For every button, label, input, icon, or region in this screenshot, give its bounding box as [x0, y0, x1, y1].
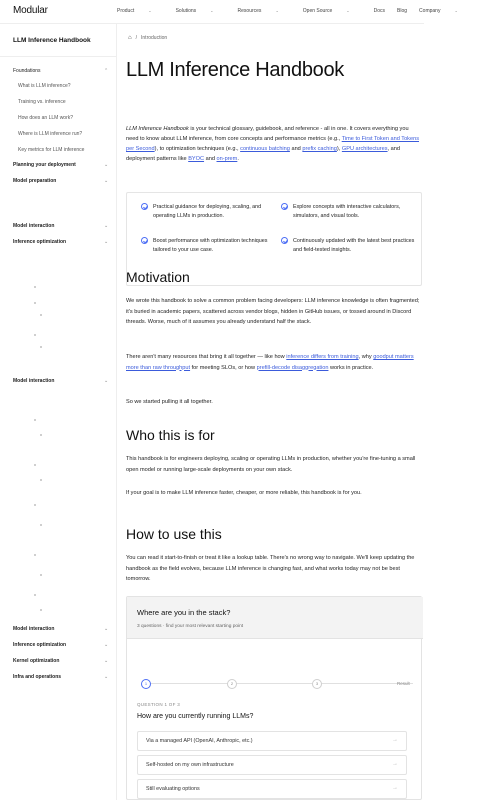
intro-paragraph: LLM Inference Handbook is your technical glossary, guidebook, and reference - all in one. It covers everything you need to know about LLM inference, from core concepts and performance metrics (e.g., Time to First Token and Tokens per Second), to optimization techniques (e.g., continuous batching and prefix caching), GPU architectures, and deployment patterns like BYOC and on-prem. — [126, 126, 419, 162]
option-label: Self-hosted on my own infrastructure — [146, 762, 234, 768]
sidebar-section-planning[interactable]: Planning your deployment — [13, 162, 76, 168]
question-text: How are you currently running LLMs? — [137, 713, 254, 720]
sidebar-title[interactable]: LLM Inference Handbook — [13, 37, 91, 44]
chevron-down-icon[interactable]: ⌄ — [104, 642, 109, 648]
link-on-prem[interactable]: on-prem — [216, 156, 238, 162]
nav-open-source[interactable]: Open Source ⌄ — [302, 8, 350, 14]
nav-blog[interactable]: Blog — [397, 8, 408, 14]
sidebar-section-infra-operations[interactable]: Infra and operations — [13, 674, 62, 680]
sidebar-section-foundations[interactable]: Foundations — [13, 68, 41, 74]
link-pd-disaggregation[interactable]: prefill-decode disaggregation — [256, 364, 329, 371]
section-heading-howto: How to use this — [126, 526, 222, 542]
link-goodput[interactable]: goodput matters more than raw throughput — [126, 354, 414, 371]
chevron-down-icon[interactable]: ⌄ — [104, 223, 109, 229]
motivation-paragraph-3: So we started pulling it all together. — [126, 399, 213, 405]
logo[interactable]: Modular — [13, 5, 48, 16]
link-byoc[interactable]: BYOC — [188, 156, 205, 162]
sidebar-item-what-is-llm-inference[interactable]: What is LLM inference? — [18, 83, 71, 89]
quiz-option-evaluating[interactable] — [137, 779, 407, 799]
sidebar-section-inference-optimization-2[interactable]: Inference optimization — [13, 642, 67, 648]
sidebar-section-model-interaction-2[interactable]: Model interaction — [13, 378, 55, 384]
divider — [0, 56, 117, 57]
chevron-down-icon[interactable]: ⌄ — [104, 378, 109, 384]
quiz-subtitle: 3 questions · find your most relevant starting point — [137, 624, 244, 629]
feature-item: Continuously updated with the latest best practices and field-tested insights. — [293, 237, 421, 254]
link-continuous-batching[interactable]: continuous batching — [240, 146, 290, 152]
chevron-down-icon[interactable]: ⌄ — [104, 239, 109, 245]
quiz-progress-line — [143, 683, 413, 684]
chevron-down-icon: ⌄ — [275, 8, 279, 13]
arrow-right-icon: → — [392, 737, 398, 743]
link-prefix-caching[interactable]: prefix caching — [302, 146, 337, 152]
top-nav — [0, 0, 458, 24]
sidebar-item-where-inference-run[interactable]: Where is LLM inference run? — [18, 131, 83, 137]
breadcrumb — [128, 35, 167, 41]
quiz-option-managed-api[interactable] — [137, 731, 407, 751]
option-label: Via a managed API (OpenAI, Anthropic, etc.) — [146, 738, 253, 744]
nav-docs[interactable]: Docs — [373, 8, 386, 14]
feature-item: Boost performance with optimization techniques tailored to your use case. — [153, 237, 281, 254]
chevron-down-icon: ⌄ — [148, 8, 152, 13]
main-content — [117, 24, 424, 800]
quiz-option-self-hosted[interactable] — [137, 755, 407, 775]
page-title: LLM Inference Handbook — [126, 59, 344, 81]
sidebar-item-training-vs-inference[interactable]: Training vs. inference — [18, 99, 66, 105]
who-paragraph-2: If your goal is to make LLM inference faster, cheaper, or more reliable, this handbook is for you. — [126, 490, 362, 496]
quiz-header — [127, 597, 423, 639]
question-label: QUESTION 1 OF 3 — [137, 702, 181, 707]
link-ttft-tps[interactable]: Time to First Token and Tokens per Second — [126, 136, 419, 152]
sidebar-section-kernel-optimization[interactable]: Kernel optimization — [13, 658, 60, 664]
sidebar — [0, 24, 117, 800]
sidebar-item-key-metrics[interactable]: Key metrics for LLM inference — [18, 147, 85, 153]
nav-resources[interactable]: Resources ⌄ — [237, 8, 279, 14]
nav-company[interactable]: Company ⌄ — [419, 8, 458, 14]
chevron-down-icon[interactable]: ⌄ — [104, 658, 109, 664]
howto-paragraph: You can read it start-to-finish or treat it like a lookup table. There's no wrong way to navigate. We'll keep updating the handbook as the field evolves, because LLM inference is changing fast, and what works today may not be best tomorrow. — [126, 555, 415, 582]
motivation-paragraph-2: There aren't many resources that bring it all together — like how inference differs from training, why goodput matters more than raw throughput for meeting SLOs, or how prefill-decode disaggregation works in practice. — [126, 354, 414, 371]
check-circle-icon — [141, 237, 148, 244]
arrow-right-icon: → — [392, 785, 398, 791]
nav-links — [117, 8, 482, 14]
stack-quiz-card — [126, 596, 422, 800]
quiz-title: Where are you in the stack? — [137, 608, 231, 617]
breadcrumb-separator: / — [135, 35, 138, 41]
feature-item: Explore concepts with interactive calculators, simulators, and visual tools. — [293, 203, 421, 220]
chevron-up-icon[interactable]: ⌃ — [104, 68, 109, 74]
section-heading-who: Who this is for — [126, 427, 215, 443]
check-circle-icon — [281, 237, 288, 244]
who-paragraph-1: This handbook is for engineers deploying, scaling or operating LLMs in production, whether you're fine-tuning a small open model or running large-scale deployments on your own stack. — [126, 456, 416, 473]
check-circle-icon — [141, 203, 148, 210]
sidebar-section-model-interaction[interactable]: Model interaction — [13, 223, 55, 229]
chevron-down-icon[interactable]: ⌄ — [104, 162, 109, 168]
check-circle-icon — [281, 203, 288, 210]
link-gpu-architectures[interactable]: GPU architectures — [341, 146, 388, 152]
breadcrumb-current: Introduction — [141, 35, 168, 41]
option-label: Still evaluating options — [146, 786, 200, 792]
sidebar-section-inference-optimization[interactable]: Inference optimization — [13, 239, 67, 245]
chevron-down-icon: ⌄ — [454, 8, 458, 13]
chevron-down-icon[interactable]: ⌄ — [104, 674, 109, 680]
section-heading-motivation: Motivation — [126, 269, 190, 285]
chevron-down-icon: ⌄ — [210, 8, 214, 13]
quiz-step-1[interactable]: 1 — [141, 679, 151, 689]
chevron-down-icon[interactable]: ⌄ — [104, 626, 109, 632]
sidebar-item-how-llm-works[interactable]: How does an LLM work? — [18, 115, 74, 121]
nav-product[interactable]: Product ⌄ — [117, 8, 152, 14]
sidebar-section-model-preparation[interactable]: Model preparation — [13, 178, 57, 184]
quiz-step-3[interactable]: 3 — [312, 679, 322, 689]
chevron-down-icon[interactable]: ⌄ — [104, 178, 109, 184]
link-inference-vs-training[interactable]: inference differs from training — [286, 354, 359, 360]
home-icon[interactable]: ⌂ — [128, 35, 132, 41]
motivation-paragraph-1: We wrote this handbook to solve a common problem facing developers: LLM inference knowledge is often fragmented; it's buried in academic papers, scattered across vendor blogs, hidden in GitHub issues, or tossed around in Discord threads. Worse, much of it assumes you already understand half the stack. — [126, 298, 420, 325]
nav-solutions[interactable]: Solutions ⌄ — [175, 8, 214, 14]
arrow-right-icon: → — [392, 761, 398, 767]
feature-item: Practical guidance for deploying, scaling, and operating LLMs in production. — [153, 203, 281, 220]
quiz-step-2[interactable]: 2 — [227, 679, 237, 689]
quiz-step-result[interactable]: Result — [397, 681, 410, 686]
chevron-down-icon: ⌄ — [346, 8, 350, 13]
sidebar-section-model-interaction-3[interactable]: Model interaction — [13, 626, 55, 632]
